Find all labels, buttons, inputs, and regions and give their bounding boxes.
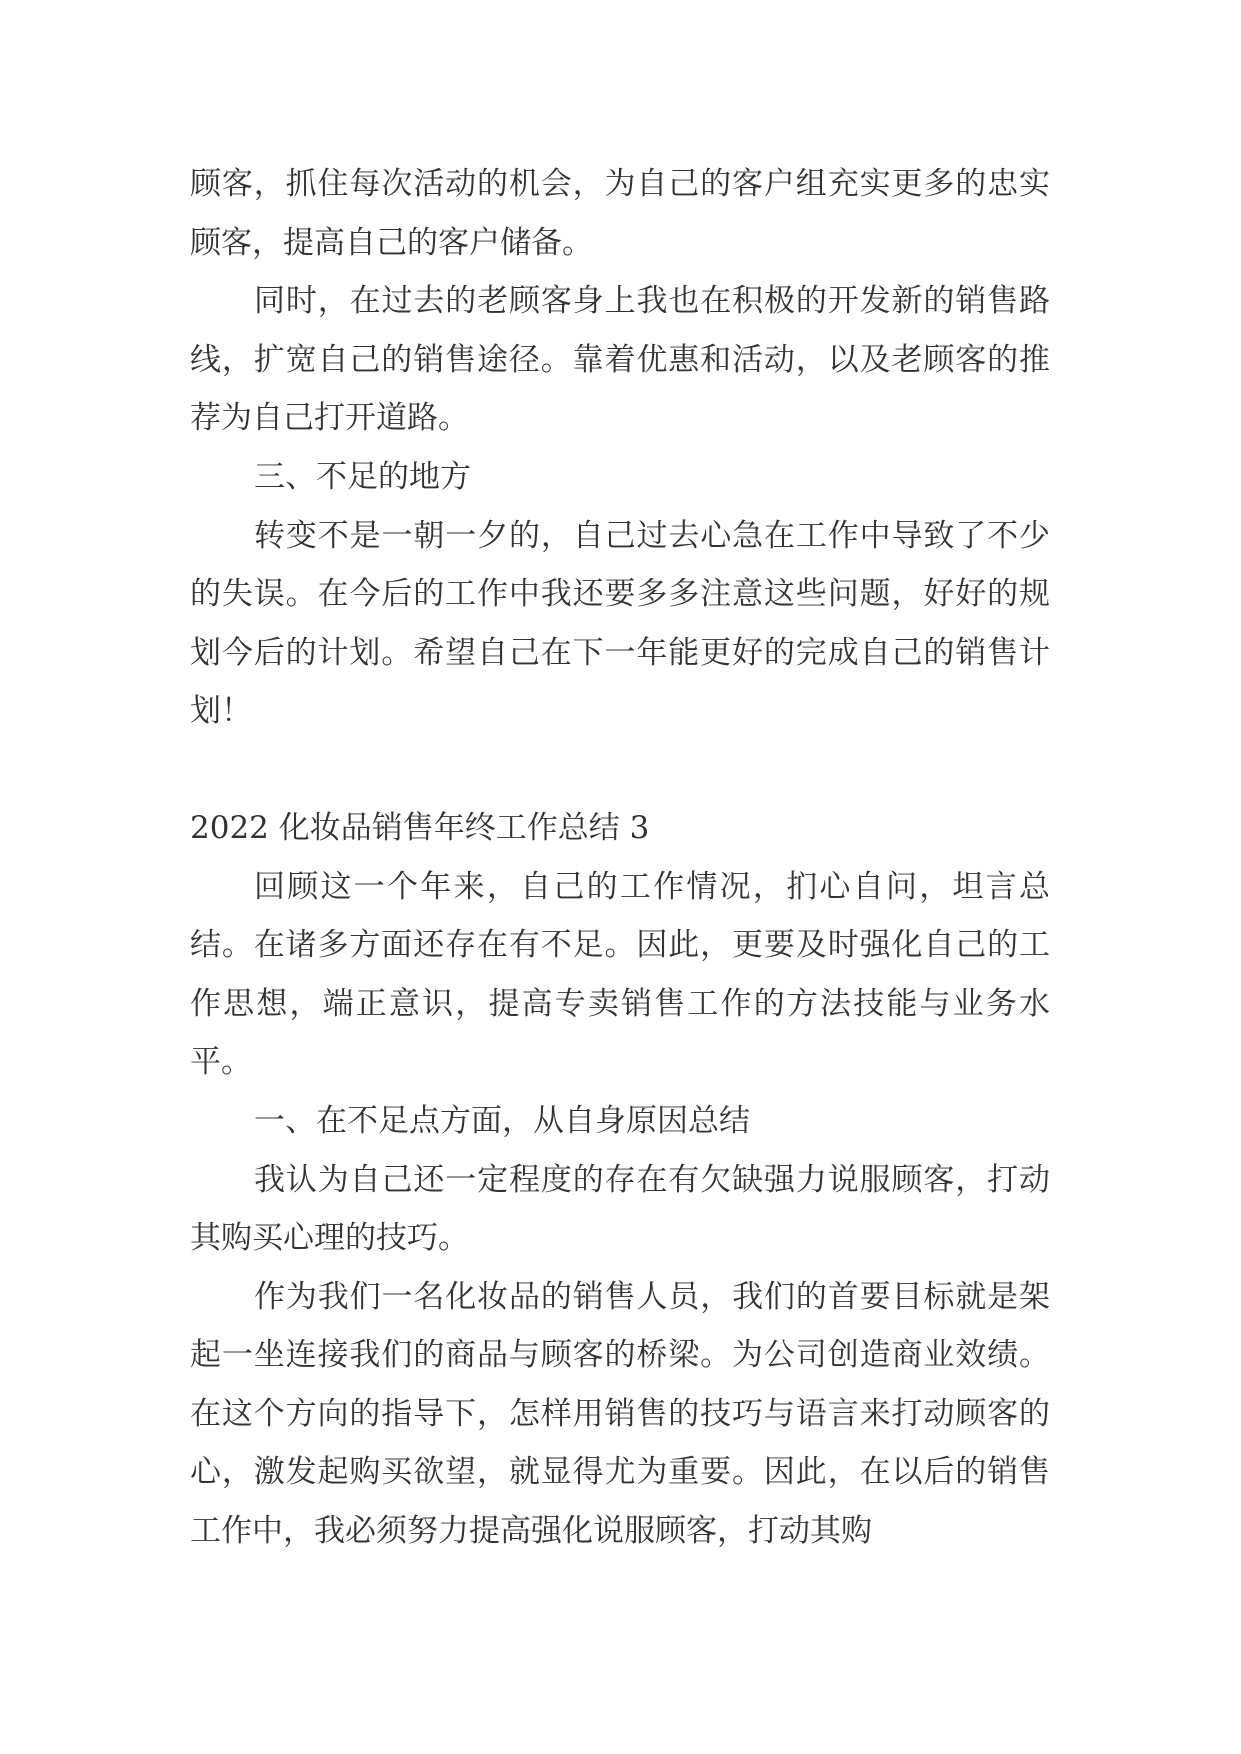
section-title: 2022 化妆品销售年终工作总结 3	[190, 809, 650, 846]
heading-shortcomings: 三、不足的地方	[254, 458, 471, 495]
paragraph-continuation: 顾客，抓住每次活动的机会，为自己的客户组充实更多的忠实顾客，提高自己的客户储备。	[190, 166, 1050, 261]
paragraph-review: 回顾这一个年来，自己的工作情况，扪心自问，坦言总结。在诸多方面还存在有不足。因此，更要及时强化自己的工作思想，端正意识，提高专卖销售工作的方法技能与业务水平。	[190, 868, 1050, 1081]
paragraph-persuasion-skill: 我认为自己还一定程度的存在有欠缺强力说服顾客，打动其购买心理的技巧。	[190, 1161, 1050, 1257]
paragraph-shortcomings-body: 转变不是一朝一夕的，自己过去心急在工作中导致了不少的失误。在今后的工作中我还要多多注意这些问题，好好的规划今后的计划。希望自己在下一年能更好的完成自己的销售计划！	[190, 517, 1050, 730]
paragraph-new-sales-routes: 同时，在过去的老顾客身上我也在积极的开发新的销售路线，扩宽自己的销售途径。靠着优惠和活动，以及老顾客的推荐为自己打开道路。	[190, 283, 1050, 437]
heading-self-summary: 一、在不足点方面，从自身原因总结	[254, 1102, 750, 1139]
section-gap	[190, 741, 1050, 799]
document-body	[190, 155, 1050, 1561]
paragraph-sales-goal: 作为我们一名化妆品的销售人员，我们的首要目标就是架起一坐连接我们的商品与顾客的桥梁。为公司创造商业效绩。在这个方向的指导下，怎样用销售的技巧与语言来打动顾客的心，激发起购买欲望，就显得尤为重要。因此，在以后的销售工作中，我必须努力提高强化说服顾客，打动其购	[190, 1278, 1050, 1550]
